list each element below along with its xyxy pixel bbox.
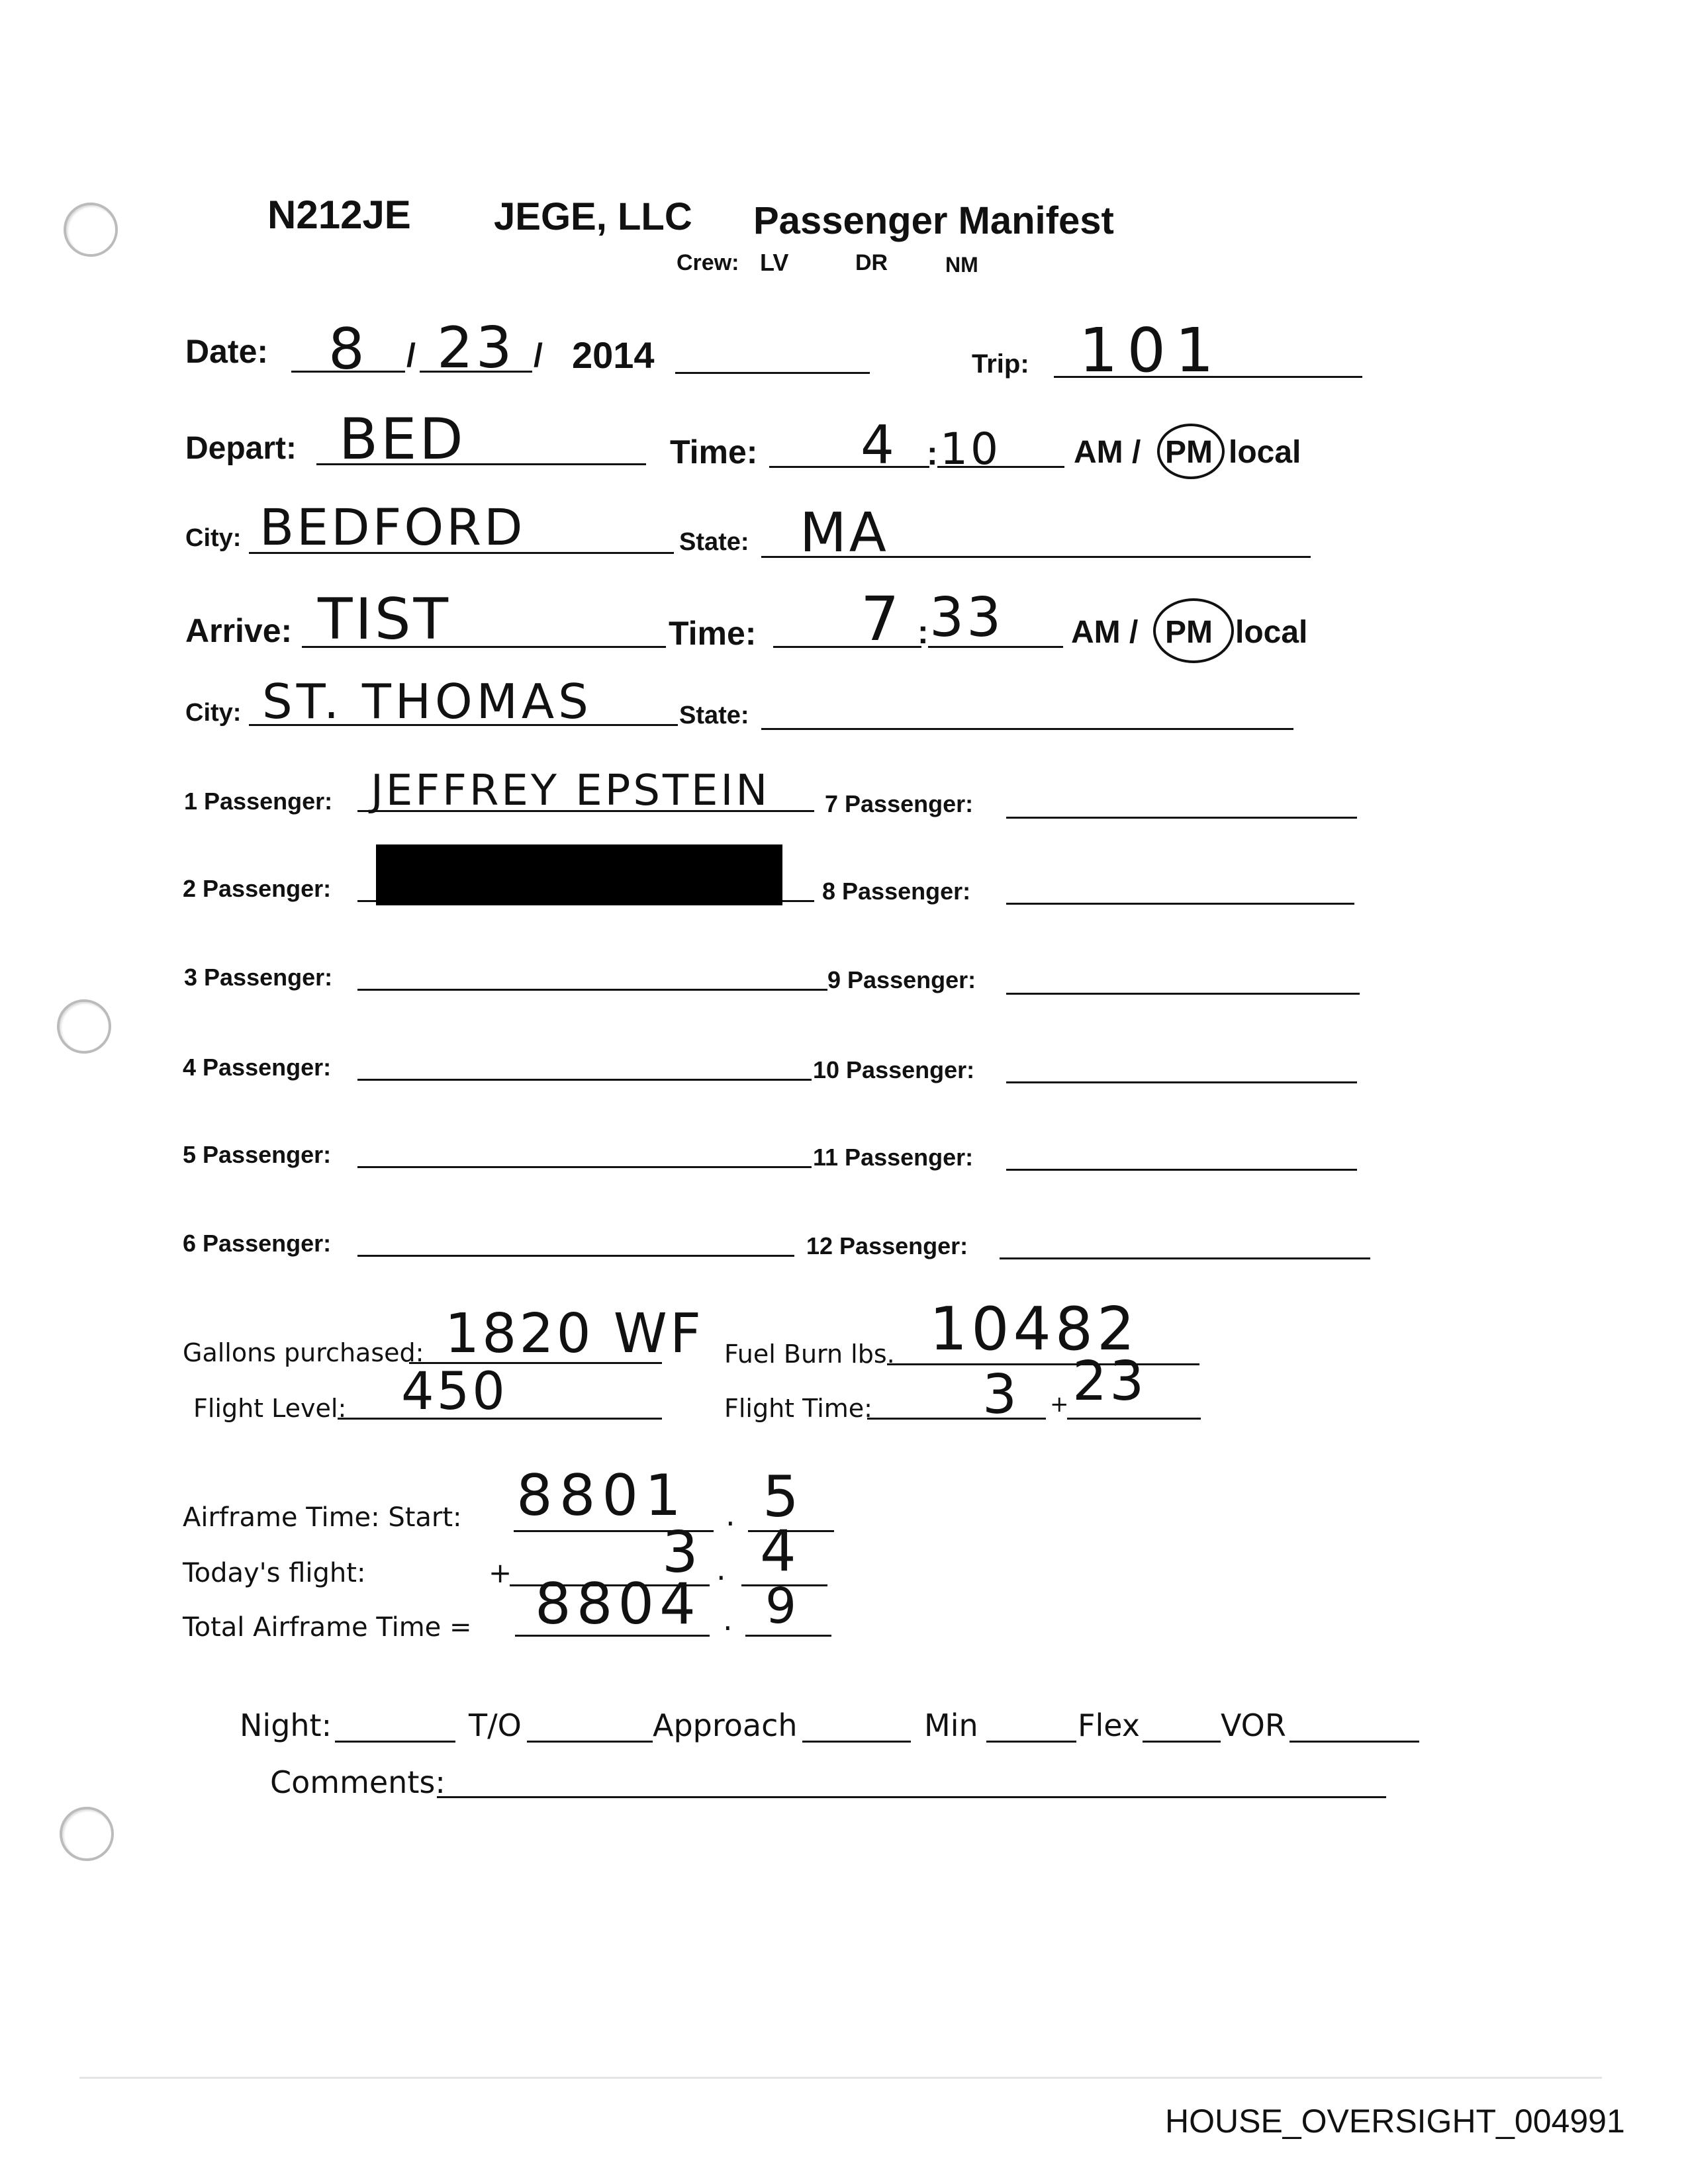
- airframe-start-whole: 8801: [516, 1463, 688, 1529]
- arrive-local-label: local: [1235, 615, 1308, 650]
- passenger-label: 1 Passenger:: [184, 788, 333, 815]
- flight-time-minutes-line: [1067, 1418, 1201, 1420]
- depart-value: BED: [339, 406, 466, 473]
- depart-state-value: MA: [800, 502, 889, 565]
- crew-label: Crew:: [677, 250, 739, 275]
- arrive-minute-value: 33: [929, 586, 1004, 649]
- depart-time-colon: :: [927, 435, 938, 472]
- arrive-state-line: [761, 728, 1293, 730]
- airframe-dot: .: [716, 1551, 726, 1587]
- vor-line: [1289, 1741, 1419, 1743]
- binder-hole: [64, 203, 118, 257]
- passenger-line: [1006, 1169, 1357, 1171]
- night-line: [335, 1741, 455, 1743]
- page-title: Passenger Manifest: [753, 199, 1114, 242]
- depart-hour-value: 4: [861, 414, 897, 476]
- flight-time-hours-value: 3: [982, 1363, 1020, 1426]
- comments-label: Comments:: [270, 1764, 445, 1800]
- tail-number: N212JE: [267, 193, 411, 237]
- passenger-line: [357, 989, 827, 991]
- crew-member: NM: [945, 253, 978, 277]
- flex-label: Flex: [1078, 1707, 1140, 1743]
- depart-city-label: City:: [185, 524, 242, 552]
- depart-local-label: local: [1229, 435, 1301, 470]
- date-year: 2014: [572, 334, 655, 376]
- binder-hole: [57, 999, 111, 1054]
- trip-value: 101: [1079, 315, 1223, 386]
- total-airframe-whole: 8804: [535, 1571, 701, 1637]
- takeoff-label: T/O: [469, 1707, 522, 1743]
- date-month-value: 8: [328, 316, 367, 383]
- flight-level-value: 450: [401, 1362, 508, 1422]
- passenger-label: 4 Passenger:: [183, 1054, 332, 1081]
- arrive-pm-circle: [1153, 598, 1234, 663]
- total-airframe-tenth-line: [745, 1635, 831, 1637]
- flight-level-label: Flight Level:: [193, 1394, 347, 1423]
- todays-flight-whole: 3: [662, 1520, 701, 1586]
- arrive-pm-label: PM: [1165, 615, 1213, 650]
- passenger-label: 5 Passenger:: [183, 1141, 332, 1168]
- night-label: Night:: [240, 1707, 332, 1743]
- comments-line: [437, 1796, 1386, 1798]
- page-bottom-edge: [79, 2077, 1602, 2079]
- depart-state-label: State:: [679, 528, 749, 556]
- flight-time-minutes-value: 23: [1072, 1350, 1147, 1413]
- depart-time-label: Time:: [670, 433, 758, 471]
- trip-label: Trip:: [972, 349, 1029, 379]
- crew-member: LV: [760, 249, 789, 276]
- date-separator: /: [534, 337, 543, 374]
- passenger-label: 12 Passenger:: [806, 1232, 968, 1259]
- passenger-line: [1000, 1257, 1370, 1259]
- todays-flight-label: Today's flight:: [183, 1558, 366, 1588]
- arrive-am-label: AM /: [1071, 615, 1139, 650]
- date-year-line: [675, 372, 870, 374]
- passenger-line: [1006, 817, 1357, 819]
- todays-flight-tenth: 4: [760, 1518, 799, 1584]
- date-label: Date:: [185, 333, 269, 370]
- airframe-start-label: Airframe Time: Start:: [183, 1502, 462, 1533]
- depart-hour-line: [769, 466, 929, 468]
- total-airframe-label: Total Airframe Time =: [183, 1612, 472, 1643]
- arrive-value: TIST: [318, 586, 451, 653]
- arrive-hour-value: 7: [861, 584, 902, 655]
- passenger-name: JEFFREY EPSTEIN: [371, 766, 771, 815]
- binder-hole: [60, 1807, 114, 1861]
- passenger-label: 9 Passenger:: [827, 966, 976, 993]
- passenger-line: [357, 1079, 812, 1081]
- depart-city-value: BEDFORD: [259, 498, 526, 557]
- gallons-label: Gallons purchased:: [183, 1338, 424, 1367]
- vor-label: VOR: [1221, 1707, 1286, 1743]
- crew-member: DR: [855, 250, 888, 275]
- arrive-time-colon: :: [917, 614, 929, 651]
- min-line: [986, 1741, 1076, 1743]
- passenger-line: [1006, 1081, 1357, 1083]
- arrive-city-value: ST. THOMAS: [262, 674, 592, 729]
- takeoff-line: [527, 1741, 653, 1743]
- redaction-block: [376, 844, 782, 905]
- date-day-value: 23: [437, 315, 515, 381]
- passenger-label: 10 Passenger:: [813, 1056, 975, 1083]
- approach-line: [802, 1741, 911, 1743]
- arrive-city-label: City:: [185, 699, 242, 727]
- total-airframe-tenth: 9: [765, 1578, 800, 1635]
- passenger-label: 6 Passenger:: [183, 1230, 332, 1257]
- passenger-line: [1006, 903, 1354, 905]
- passenger-label: 3 Passenger:: [184, 964, 333, 991]
- passenger-label: 7 Passenger:: [825, 790, 974, 817]
- arrive-time-label: Time:: [669, 615, 757, 652]
- approach-label: Approach: [653, 1707, 798, 1743]
- flight-time-label: Flight Time:: [724, 1394, 872, 1423]
- passenger-line: [1006, 993, 1360, 995]
- arrive-label: Arrive:: [185, 612, 293, 649]
- passenger-line: [357, 1166, 812, 1168]
- depart-label: Depart:: [185, 431, 297, 466]
- depart-am-label: AM /: [1074, 435, 1141, 470]
- date-separator: /: [406, 337, 416, 374]
- passenger-label: 2 Passenger:: [183, 875, 332, 902]
- fuel-burn-value: 10482: [929, 1295, 1139, 1364]
- depart-pm-circle: [1157, 424, 1225, 479]
- gallons-value: 1820 WF: [445, 1302, 704, 1365]
- depart-minute-value: 10: [940, 424, 1001, 475]
- flex-line: [1143, 1741, 1221, 1743]
- company-name: JEGE, LLC: [494, 195, 692, 238]
- airframe-start-tenth: 5: [763, 1464, 802, 1530]
- passenger-label: 11 Passenger:: [813, 1144, 974, 1171]
- passenger-line: [357, 1255, 794, 1257]
- airframe-dot: .: [723, 1602, 733, 1637]
- fuel-burn-label: Fuel Burn lbs.: [724, 1340, 895, 1369]
- todays-flight-plus: +: [489, 1557, 512, 1589]
- depart-pm-label: PM: [1165, 435, 1213, 470]
- passenger-label: 8 Passenger:: [822, 878, 971, 905]
- airframe-dot: .: [726, 1497, 735, 1533]
- min-label: Min: [924, 1707, 978, 1743]
- flight-time-plus: +: [1050, 1391, 1069, 1418]
- arrive-state-label: State:: [679, 702, 749, 729]
- bates-number: HOUSE_OVERSIGHT_004991: [1165, 2103, 1625, 2140]
